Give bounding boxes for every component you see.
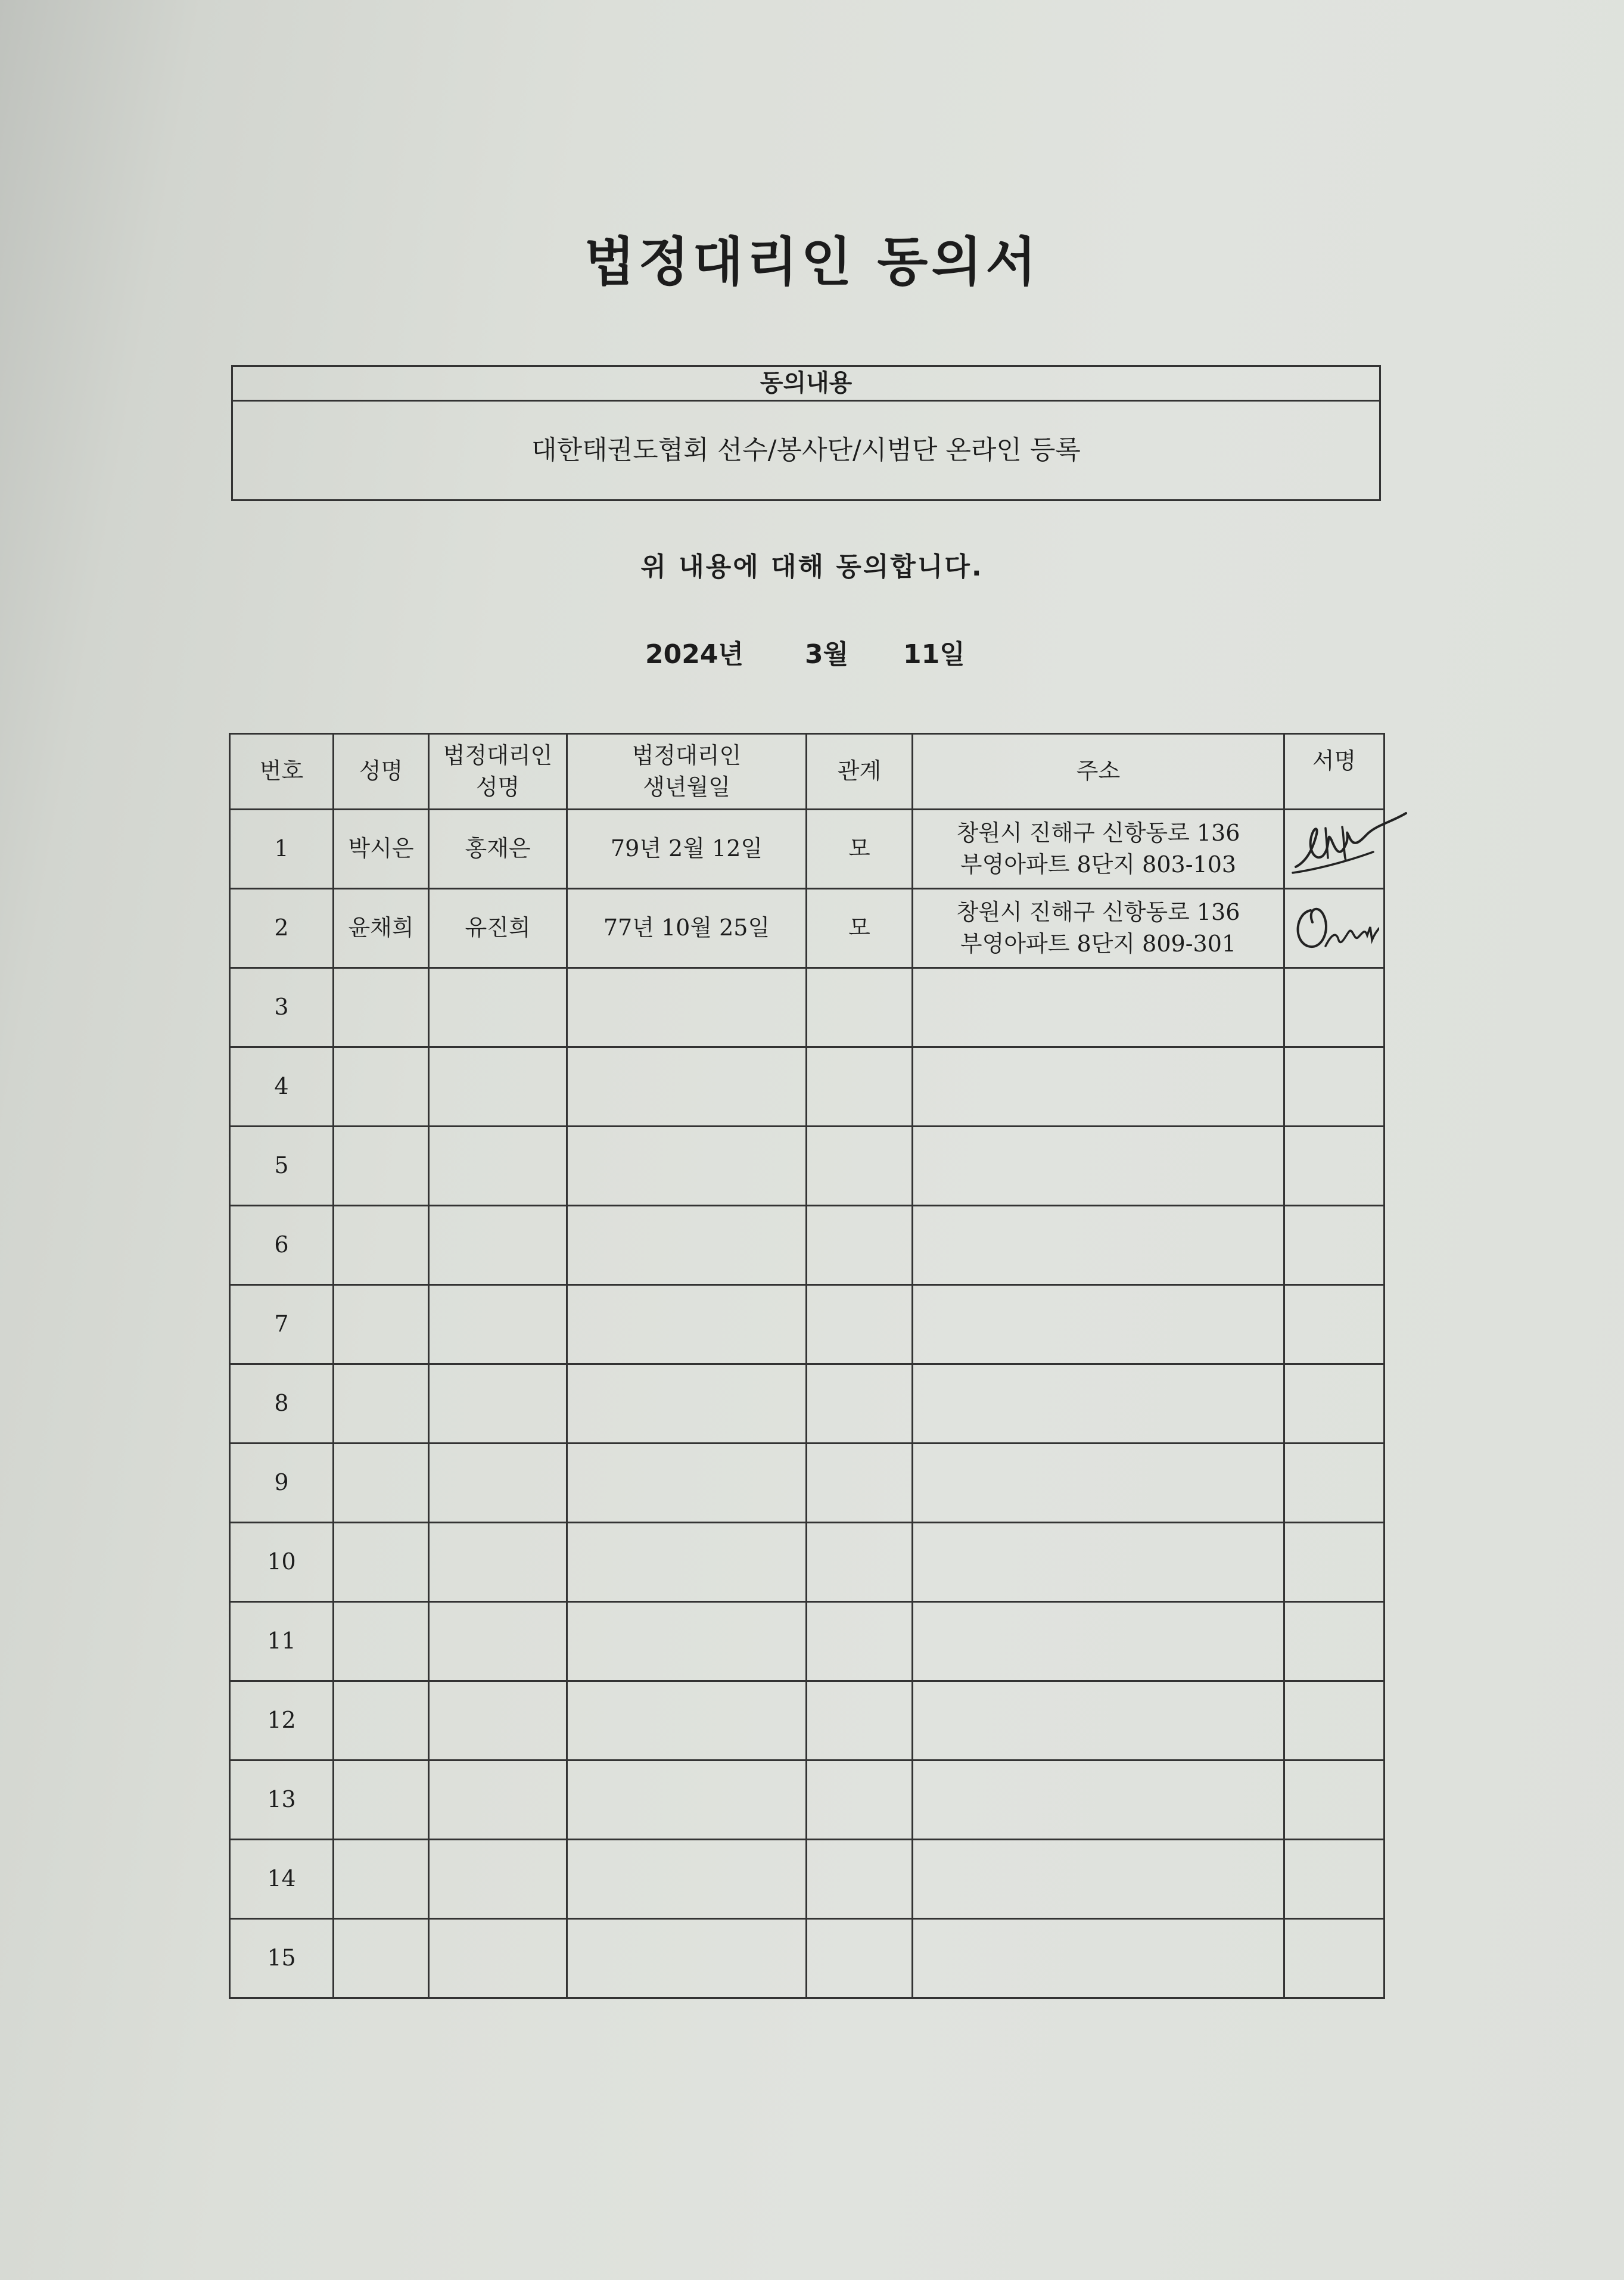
row-name: [334, 1919, 429, 1998]
row-number: 11: [230, 1602, 334, 1681]
row-signature: [1284, 1840, 1385, 1919]
table-row: [230, 1919, 1385, 1998]
header-guardian-name: [429, 734, 567, 810]
agreement-statement: 위 내용에 대해 동의합니다.: [640, 552, 984, 582]
row-signature: [1284, 1364, 1385, 1444]
row-number: 5: [230, 1127, 334, 1206]
row-relation: [807, 1919, 913, 1998]
header-guardian-name-line2: 성명: [475, 774, 520, 800]
table-row: [230, 1364, 1385, 1444]
consent-header: 동의내용: [233, 367, 1379, 402]
row-name: [334, 1523, 429, 1602]
header-guardian-birth: [567, 734, 807, 810]
row-signature: [1284, 889, 1385, 968]
consent-content: 대한태권도협회 선수/봉사단/시범단 온라인 등록: [531, 435, 1081, 465]
row-relation: 모: [807, 810, 913, 889]
row-relation: [807, 1285, 913, 1364]
row-signature: [1284, 1206, 1385, 1285]
consent-box: [231, 365, 1381, 501]
row-address-line1: 창원시 진해구 신항동로 136: [956, 819, 1240, 846]
header-address: 주소: [913, 734, 1284, 810]
header-guardian-birth-line1: 법정대리인: [631, 742, 742, 769]
row-address: [913, 1206, 1284, 1285]
row-name: [334, 1364, 429, 1444]
header-signature: 서명: [1284, 734, 1385, 810]
row-guardian-name: [429, 1364, 567, 1444]
row-name: [334, 1206, 429, 1285]
row-address: [913, 1127, 1284, 1206]
row-name: [334, 1047, 429, 1127]
row-guardian-birth: [567, 1206, 807, 1285]
row-guardian-birth: [567, 1047, 807, 1127]
row-guardian-name: [429, 1760, 567, 1840]
row-signature: [1284, 1047, 1385, 1127]
row-guardian-birth: [567, 1681, 807, 1760]
row-number: 1: [230, 810, 334, 889]
row-name: 박시은: [334, 810, 429, 889]
row-relation: [807, 1206, 913, 1285]
row-guardian-name: [429, 1206, 567, 1285]
row-address: [913, 1602, 1284, 1681]
row-guardian-name: [429, 1919, 567, 1998]
row-address: [913, 1523, 1284, 1602]
row-guardian-birth: [567, 968, 807, 1047]
document-title: 법정대리인 동의서: [584, 231, 1040, 293]
header-name: 성명: [334, 734, 429, 810]
row-relation: 모: [807, 889, 913, 968]
row-name: [334, 1602, 429, 1681]
table-row: [230, 1047, 1385, 1127]
table-row: [230, 1444, 1385, 1523]
row-guardian-birth: 77년 10월 25일: [567, 889, 807, 968]
row-signature: [1284, 1602, 1385, 1681]
row-address: [913, 810, 1284, 889]
table-row: [230, 1523, 1385, 1602]
row-guardian-name: [429, 1840, 567, 1919]
row-address: [913, 1285, 1284, 1364]
row-name: [334, 1760, 429, 1840]
row-guardian-birth: [567, 1444, 807, 1523]
row-guardian-name: [429, 1602, 567, 1681]
row-address: [913, 1047, 1284, 1127]
header-number: 번호: [230, 734, 334, 810]
row-number: 8: [230, 1364, 334, 1444]
row-guardian-name: [429, 1444, 567, 1523]
row-number: 2: [230, 889, 334, 968]
row-guardian-birth: [567, 1523, 807, 1602]
row-guardian-name: [429, 1127, 567, 1206]
table-header-row: [230, 734, 1385, 810]
row-number: 9: [230, 1444, 334, 1523]
row-guardian-birth: [567, 1919, 807, 1998]
date-day: 11일: [903, 639, 965, 670]
row-relation: [807, 968, 913, 1047]
row-guardian-name: [429, 968, 567, 1047]
row-address: [913, 1760, 1284, 1840]
date-year: 2024년: [645, 639, 743, 670]
table-row: [230, 810, 1385, 889]
handwritten-signature-1: [1290, 816, 1379, 882]
row-relation: [807, 1840, 913, 1919]
row-relation: [807, 1127, 913, 1206]
table-row: [230, 1127, 1385, 1206]
row-relation: [807, 1444, 913, 1523]
header-guardian-name-line1: 법정대리인: [443, 742, 553, 769]
table-row: [230, 1206, 1385, 1285]
row-guardian-birth: 79년 2월 12일: [567, 810, 807, 889]
table-row: [230, 1840, 1385, 1919]
row-address: [913, 1919, 1284, 1998]
row-guardian-birth: [567, 1760, 807, 1840]
row-number: 12: [230, 1681, 334, 1760]
row-signature: [1284, 1444, 1385, 1523]
row-name: 윤채희: [334, 889, 429, 968]
row-guardian-name: 유진희: [429, 889, 567, 968]
row-guardian-name: [429, 1523, 567, 1602]
row-guardian-birth: [567, 1602, 807, 1681]
row-number: 10: [230, 1523, 334, 1602]
row-address: [913, 1364, 1284, 1444]
guardian-table: [229, 733, 1385, 1999]
table-row: [230, 1760, 1385, 1840]
row-relation: [807, 1681, 913, 1760]
row-signature: [1284, 1285, 1385, 1364]
row-guardian-name: [429, 1681, 567, 1760]
row-relation: [807, 1364, 913, 1444]
row-signature: [1284, 1919, 1385, 1998]
handwritten-signature-2: [1290, 898, 1379, 958]
table-row: [230, 968, 1385, 1047]
row-number: 4: [230, 1047, 334, 1127]
row-guardian-name: 홍재은: [429, 810, 567, 889]
row-number: 3: [230, 968, 334, 1047]
row-name: [334, 1840, 429, 1919]
row-signature: [1284, 1681, 1385, 1760]
row-name: [334, 1127, 429, 1206]
row-relation: [807, 1523, 913, 1602]
row-guardian-birth: [567, 1127, 807, 1206]
row-relation: [807, 1047, 913, 1127]
row-address: [913, 1840, 1284, 1919]
header-guardian-birth-line2: 생년월일: [643, 774, 730, 800]
row-number: 14: [230, 1840, 334, 1919]
row-relation: [807, 1760, 913, 1840]
row-guardian-birth: [567, 1840, 807, 1919]
row-guardian-birth: [567, 1285, 807, 1364]
table-row: [230, 889, 1385, 968]
row-number: 13: [230, 1760, 334, 1840]
row-signature: [1284, 1523, 1385, 1602]
row-signature: [1284, 1127, 1385, 1206]
row-signature: [1284, 810, 1385, 889]
row-name: [334, 968, 429, 1047]
header-relation: 관계: [807, 734, 913, 810]
table-row: [230, 1285, 1385, 1364]
row-address-line2: 부영아파트 8단지 809-301: [960, 931, 1237, 957]
table-row: [230, 1681, 1385, 1760]
row-number: 6: [230, 1206, 334, 1285]
row-signature: [1284, 1760, 1385, 1840]
row-address: [913, 889, 1284, 968]
row-guardian-birth: [567, 1364, 807, 1444]
row-name: [334, 1681, 429, 1760]
row-guardian-name: [429, 1047, 567, 1127]
row-address-line2: 부영아파트 8단지 803-103: [960, 851, 1237, 878]
row-address: [913, 1444, 1284, 1523]
row-signature: [1284, 968, 1385, 1047]
row-guardian-name: [429, 1285, 567, 1364]
row-address-line1: 창원시 진해구 신항동로 136: [956, 898, 1240, 925]
row-address: [913, 1681, 1284, 1760]
row-relation: [807, 1602, 913, 1681]
row-name: [334, 1285, 429, 1364]
row-name: [334, 1444, 429, 1523]
row-address: [913, 968, 1284, 1047]
row-number: 15: [230, 1919, 334, 1998]
date-month: 3월: [805, 639, 849, 670]
table-row: [230, 1602, 1385, 1681]
row-number: 7: [230, 1285, 334, 1364]
